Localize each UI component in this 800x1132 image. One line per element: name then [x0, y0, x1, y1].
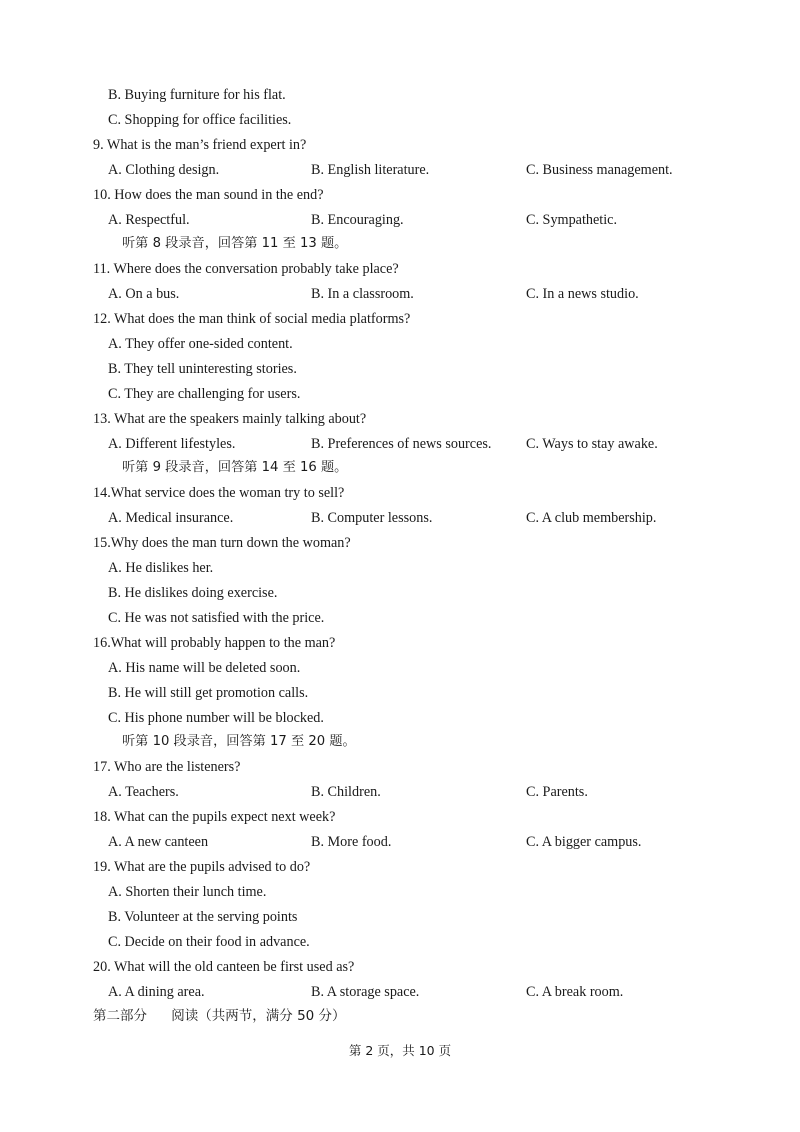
- question-15-stem: [0, 531, 800, 555]
- question-15-option-a: [0, 556, 800, 580]
- question-19-stem: [0, 855, 800, 879]
- option-text: B. They tell uninteresting stories.: [108, 361, 297, 377]
- instruction-text: 听第 10 段录音，回答第 17 至 20 题。: [122, 734, 356, 749]
- option-b: B. Computer lessons.: [311, 510, 433, 526]
- option-text: C. They are challenging for users.: [108, 386, 301, 402]
- question-12-option-a: [0, 332, 800, 356]
- question-text: 16.What will probably happen to the man?: [93, 635, 336, 651]
- question-text: 18. What can the pupils expect next week?: [93, 809, 336, 825]
- question-9-stem: [0, 133, 800, 157]
- option-c: C. A break room.: [526, 984, 624, 1000]
- instruction-text: 听第 9 段录音，回答第 14 至 16 题。: [122, 460, 348, 475]
- option-text: B. Volunteer at the serving points: [108, 909, 298, 925]
- option-text: A. Shorten their lunch time.: [108, 884, 267, 900]
- section-heading: [93, 1004, 346, 1028]
- option-text: A. He dislikes her.: [108, 560, 214, 576]
- question-18-stem: [0, 805, 800, 829]
- question-15-option-c: [0, 606, 800, 630]
- question-10-stem: [0, 183, 800, 207]
- page-footer: 第 2 页，共 10 页: [348, 1043, 452, 1058]
- question-text: 15.Why does the man turn down the woman?: [93, 535, 351, 551]
- question-19-option-b: [0, 905, 800, 929]
- question-text: 19. What are the pupils advised to do?: [93, 859, 311, 875]
- option-a: A. A new canteen: [108, 834, 209, 850]
- question-text: 11. Where does the conversation probably take place?: [93, 261, 399, 277]
- instruction-segment-9: [0, 456, 800, 480]
- option-a: A. A dining area.: [108, 984, 205, 1000]
- question-19-option-a: [0, 880, 800, 904]
- question-text: 20. What will the old canteen be first used as?: [93, 959, 355, 975]
- question-11-options: [0, 282, 800, 306]
- option-b: B. A storage space.: [311, 984, 420, 1000]
- question-text: 9. What is the man’s friend expert in?: [93, 137, 307, 153]
- question-12-option-b: [0, 357, 800, 381]
- option-text: C. His phone number will be blocked.: [108, 710, 324, 726]
- question-8-option-b: [0, 83, 800, 107]
- option-a: A. Different lifestyles.: [108, 436, 236, 452]
- question-20-stem: [0, 955, 800, 979]
- section-part-label: 第二部分: [93, 1008, 147, 1024]
- question-13-stem: [0, 407, 800, 431]
- question-8-option-c: [0, 108, 800, 132]
- option-c: C. Parents.: [526, 784, 588, 800]
- question-14-stem: [0, 481, 800, 505]
- question-15-option-b: [0, 581, 800, 605]
- option-a: A. Clothing design.: [108, 162, 220, 178]
- option-b: B. Encouraging.: [311, 212, 404, 228]
- option-b: B. In a classroom.: [311, 286, 414, 302]
- option-text: C. Shopping for office facilities.: [108, 112, 292, 128]
- question-19-option-c: [0, 930, 800, 954]
- option-c: C. Sympathetic.: [526, 212, 618, 228]
- option-b: B. Preferences of news sources.: [311, 436, 492, 452]
- option-b: B. English literature.: [311, 162, 430, 178]
- question-text: 10. How does the man sound in the end?: [93, 187, 324, 203]
- question-17-options: [0, 780, 800, 804]
- question-18-options: [0, 830, 800, 854]
- option-c: C. In a news studio.: [526, 286, 639, 302]
- question-12-option-c: [0, 382, 800, 406]
- question-9-options: [0, 158, 800, 182]
- question-12-stem: [0, 307, 800, 331]
- question-16-stem: [0, 631, 800, 655]
- question-text: 14.What service does the woman try to sell?: [93, 485, 345, 501]
- section-title: 阅读（共两节，满分 50 分）: [171, 1008, 346, 1024]
- question-text: 12. What does the man think of social media platforms?: [93, 311, 411, 327]
- question-14-options: [0, 506, 800, 530]
- option-text: A. They offer one-sided content.: [108, 336, 293, 352]
- question-20-options: [0, 980, 800, 1004]
- question-11-stem: [0, 257, 800, 281]
- option-a: A. Teachers.: [108, 784, 179, 800]
- question-16-option-a: [0, 656, 800, 680]
- option-text: A. His name will be deleted soon.: [108, 660, 301, 676]
- option-a: A. On a bus.: [108, 286, 180, 302]
- question-17-stem: [0, 755, 800, 779]
- option-text: C. He was not satisfied with the price.: [108, 610, 325, 626]
- option-c: C. Business management.: [526, 162, 673, 178]
- question-16-option-b: [0, 681, 800, 705]
- option-a: A. Medical insurance.: [108, 510, 234, 526]
- question-16-option-c: [0, 706, 800, 730]
- option-b: B. Children.: [311, 784, 381, 800]
- option-text: B. He dislikes doing exercise.: [108, 585, 278, 601]
- instruction-text: 听第 8 段录音，回答第 11 至 13 题。: [122, 236, 348, 251]
- question-text: 13. What are the speakers mainly talking about?: [93, 411, 367, 427]
- instruction-segment-8: [0, 232, 800, 256]
- question-13-options: [0, 432, 800, 456]
- question-text: 17. Who are the listeners?: [93, 759, 241, 775]
- option-c: C. A club membership.: [526, 510, 657, 526]
- option-a: A. Respectful.: [108, 212, 190, 228]
- option-b: B. More food.: [311, 834, 392, 850]
- option-c: C. Ways to stay awake.: [526, 436, 658, 452]
- question-10-options: [0, 208, 800, 232]
- instruction-segment-10: [0, 730, 800, 754]
- option-text: B. Buying furniture for his flat.: [108, 87, 286, 103]
- option-c: C. A bigger campus.: [526, 834, 642, 850]
- option-text: C. Decide on their food in advance.: [108, 934, 310, 950]
- option-text: B. He will still get promotion calls.: [108, 685, 309, 701]
